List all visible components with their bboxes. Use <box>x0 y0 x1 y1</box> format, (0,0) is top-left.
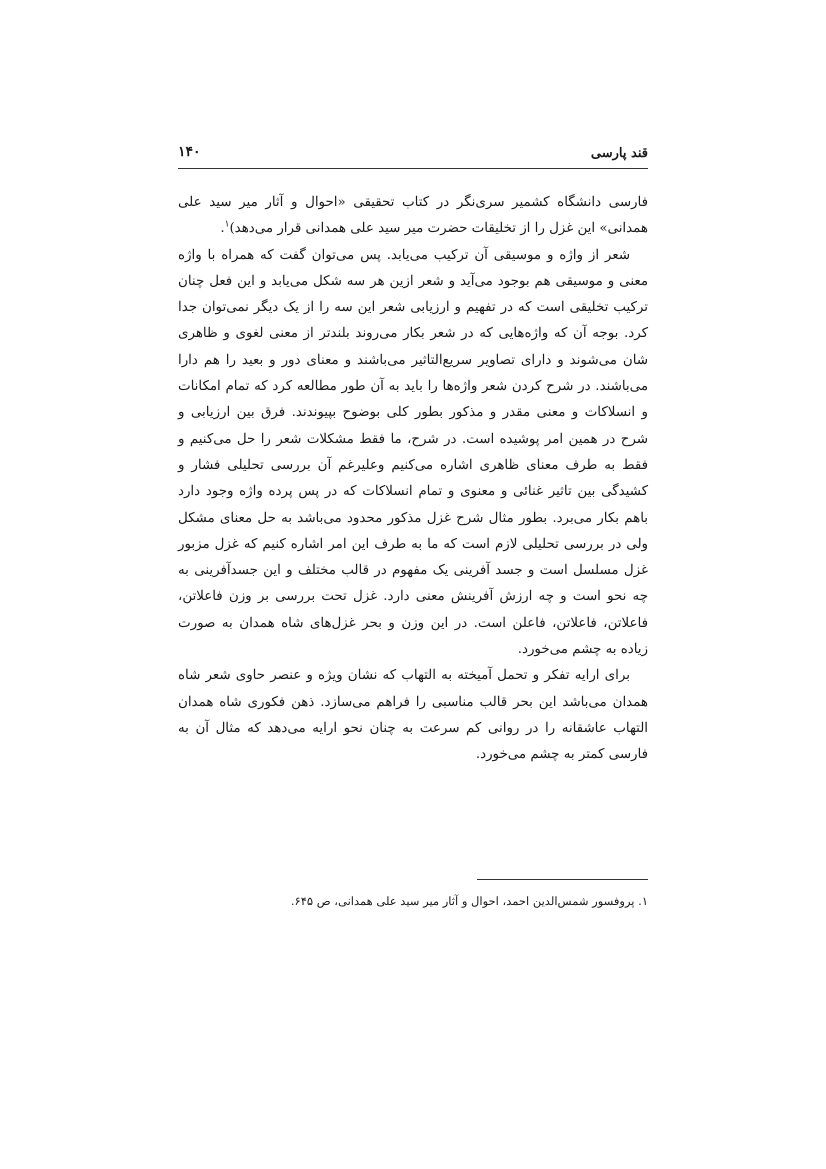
body-text <box>178 190 648 769</box>
paragraph-1 <box>178 190 648 243</box>
paragraph-3: برای ارایه تفکر و تحمل آمیخته به التهاب که نشان ویژه و عنصر حاوی شعر شاه همدان می‌باشد این بحر قالب مناسبی را فراهم می‌سازد. ذهن فکوری شاه همدان التهاب عاشقانه را در روانی کم سرعت به چنان نحو ارایه می‌دهد که مثال آن به فارسی کمتر به چشم می‌خورد. <box>178 668 648 763</box>
header-divider <box>178 168 648 169</box>
running-header <box>178 144 648 166</box>
page-number: ۱۴۰ <box>178 144 201 160</box>
paragraph-1-text: فارسی دانشگاه کشمیر سری‌نگر در کتاب تحقیقی «احوال و آثار میر سید علی همدانی» این غزل را از تخلیقات حضرت میر سید علی همدانی قرار می‌دهد) <box>178 195 648 237</box>
paragraph-1-end: . <box>220 221 225 237</box>
footnote: ۱. پروفسور شمس‌الدین احمد، احوال و آثار میر سید علی همدانی، ص ۶۴۵. <box>290 894 648 908</box>
footnote-divider <box>477 879 648 880</box>
journal-title: قند پارسی <box>590 146 648 161</box>
paragraph-2: شعر از واژه و موسیقی آن ترکیب می‌یابد. پس می‌توان گفت که همراه با واژه معنی و موسیقی هم بوجود می‌آید و شعر ازین هر سه شکل می‌یابد و این فعل چنان ترکیب تخلیقی است که در تفهیم و ارزیابی شعر این سه را از یک دیگر نمی‌توان جدا کرد. بوجه آن که واژه‌هایی که در شعر بکار می‌روند بلندتر از معنی لغوی و ظاهری شان می‌شوند و دارای تصاویر سریع‌التاثیر می‌باشند و معنای دور و بعید را هم دارا می‌باشند. در شرح کردن شعر واژه‌ها را باید به آن طور مطالعه کرد که تمام امکانات و انسلاکات و معنی مقدر و مذکور بطور کلی بوضوح بپیوندند. فرق بین ارزیابی و شرح در همین امر پوشیده است. در شرح، ما فقط مشکلات شعر را حل می‌کنیم و فقط به طرف معنای ظاهری اشاره می‌کنیم وعلیرغم آن بررسی تحلیلی فشار و کشیدگی بین تاثیر غنائی و معنوی و تمام انسلاکات که در پس پرده واژه وجود دارد باهم بکار می‌برد. بطور مثال شرح غزل مذکور محدود می‌باشد به حل معنای مشکل ولی در بررسی تحلیلی لازم است که ما به طرف این امر اشاره کنیم که غزل مزبور غزل مسلسل است و جسد آفرینی یک مفهوم در قالب مختلف و این جسدآفرینی به چه نحو است و چه ارزش آفرینش معنی دارد. غزل تحت بررسی بر وزن فاعلاتن، فاعلاتن، فاعلاتن، فاعلن است. در این وزن و بحر غزل‌های شاه همدان به صورت زیاده به چشم می‌خورد. <box>178 247 648 658</box>
footnote-ref: ۱ <box>224 219 230 230</box>
